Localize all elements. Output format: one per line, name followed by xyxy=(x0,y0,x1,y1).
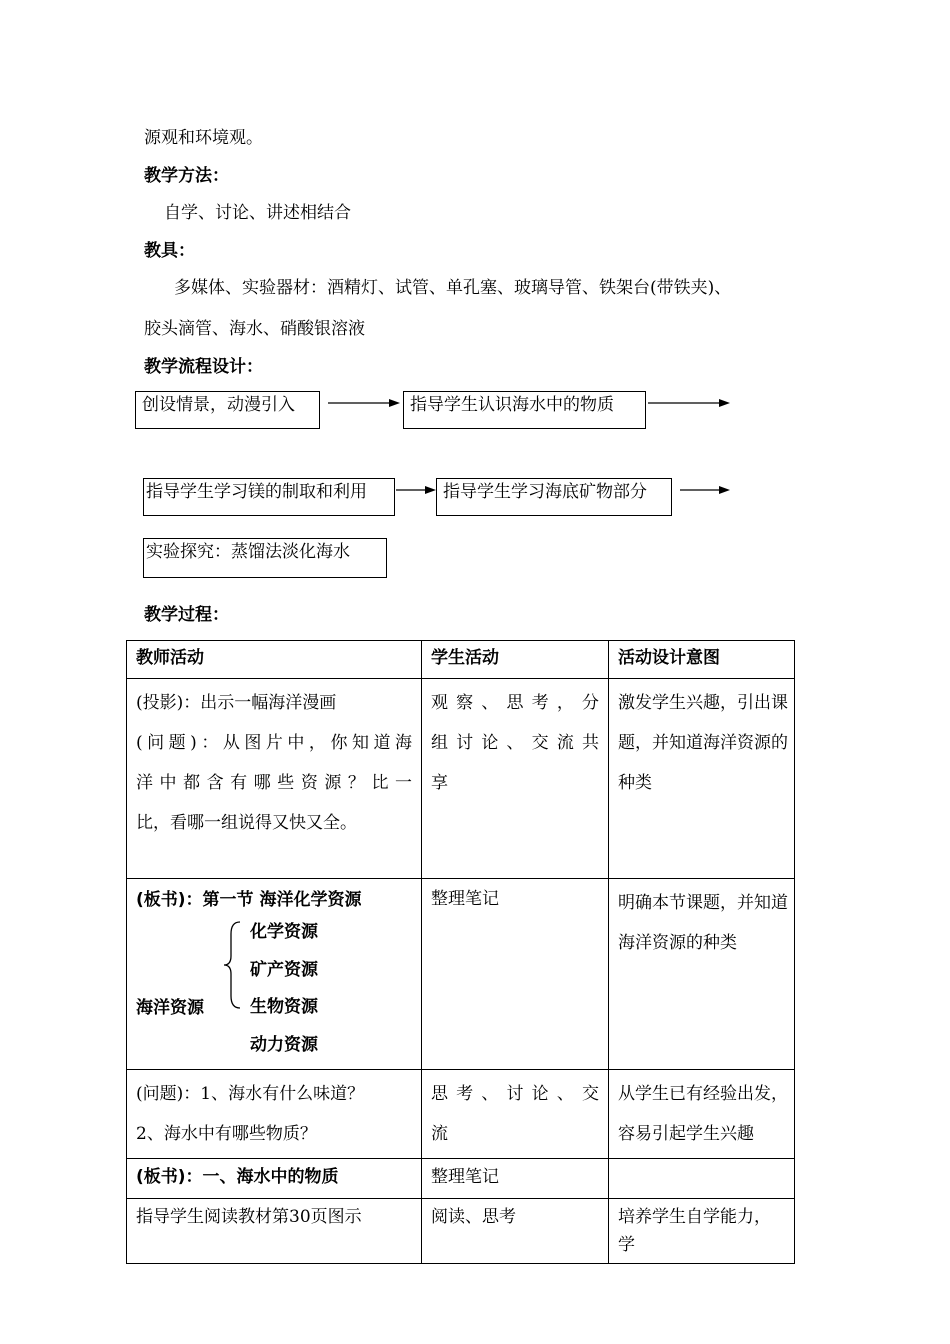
flow-step-4: 指导学生学习海底矿物部分 xyxy=(436,478,672,516)
row2-student-line: 整理笔记 xyxy=(431,889,499,909)
row3-purpose xyxy=(609,1070,795,1159)
row2-purpose-line: 明确本节课题，并知道 xyxy=(618,893,788,913)
tools-heading: 教具： xyxy=(144,241,195,261)
row3-student-line: 思考、讨论、交 xyxy=(431,1084,599,1104)
table-row xyxy=(127,1159,795,1199)
row3-purpose-line: 从学生已有经验出发， xyxy=(618,1084,788,1104)
row5-teacher: 指导学生阅读教材第30页图示 xyxy=(127,1199,422,1264)
row1-teacher-line: (投影)：出示一幅海洋漫画 xyxy=(136,693,337,713)
table-row xyxy=(127,1070,795,1159)
row3-student xyxy=(422,1070,609,1159)
header-design-purpose: 活动设计意图 xyxy=(609,641,795,679)
tools-line-1: 多媒体、实验器材：酒精灯、试管、单孔塞、玻璃导管、铁架台(带铁夹)、 xyxy=(174,278,732,298)
resource-power: 动力资源 xyxy=(250,1035,318,1055)
row2-board-title: (板书)：第一节 海洋化学资源 xyxy=(136,890,362,910)
flow-step-1: 创设情景，动漫引入 xyxy=(135,391,320,429)
process-heading: 教学过程： xyxy=(144,605,229,625)
row3-student-line: 流 xyxy=(431,1124,448,1144)
row2-purpose-line: 海洋资源的种类 xyxy=(618,933,737,953)
row2-teacher xyxy=(127,879,422,1070)
row1-purpose-line: 激发学生兴趣，引出课 xyxy=(618,693,788,713)
row1-student-line: 观察、思考，分 xyxy=(431,693,599,713)
resource-biological: 生物资源 xyxy=(250,997,318,1017)
row1-student-line: 享 xyxy=(431,773,448,793)
row1-teacher-line: 洋中都含有哪些资源？比一 xyxy=(136,773,412,793)
brace-icon xyxy=(222,920,252,1010)
row1-student-line: 组讨论、交流共 xyxy=(431,733,599,753)
flow-step-5: 实验探究：蒸馏法淡化海水 xyxy=(143,538,387,578)
row1-purpose xyxy=(609,679,795,879)
flow-arrows xyxy=(0,0,950,600)
row4-teacher: (板书)：一、海水中的物质 xyxy=(127,1159,422,1199)
row2-student xyxy=(422,879,609,1070)
resource-mineral: 矿产资源 xyxy=(250,960,318,980)
intro-continuation: 源观和环境观。 xyxy=(144,128,263,148)
row1-purpose-line: 种类 xyxy=(618,773,652,793)
row5-purpose: 培养学生自学能力，学 xyxy=(609,1199,795,1264)
row3-teacher-line: 2、海水中有哪些物质？ xyxy=(136,1124,317,1144)
row3-teacher-line: (问题)：1、海水有什么味道？ xyxy=(136,1084,365,1104)
method-text: 自学、讨论、讲述相结合 xyxy=(164,203,351,223)
row3-teacher xyxy=(127,1070,422,1159)
row5-student: 阅读、思考 xyxy=(422,1199,609,1264)
table-row xyxy=(127,679,795,879)
table-row xyxy=(127,1199,795,1264)
resource-main-label: 海洋资源 xyxy=(136,998,204,1018)
resource-chemical: 化学资源 xyxy=(250,922,318,942)
row3-purpose-line: 容易引起学生兴趣 xyxy=(618,1124,754,1144)
row1-purpose-line: 题，并知道海洋资源的 xyxy=(618,733,788,753)
row1-teacher-line: 比，看哪一组说得又快又全。 xyxy=(136,813,357,833)
resource-brace-group xyxy=(136,914,412,1064)
row4-purpose xyxy=(609,1159,795,1199)
teaching-process-table xyxy=(126,640,795,1264)
tools-line-2: 胶头滴管、海水、硝酸银溶液 xyxy=(144,319,365,339)
row1-teacher-line: (问题)：从图片中，你知道海 xyxy=(136,733,412,753)
method-heading: 教学方法： xyxy=(144,166,229,186)
header-teacher-activity: 教师活动 xyxy=(127,641,422,679)
table-header-row xyxy=(127,641,795,679)
header-student-activity: 学生活动 xyxy=(422,641,609,679)
row2-purpose xyxy=(609,879,795,1070)
flow-step-2: 指导学生认识海水中的物质 xyxy=(403,391,646,429)
row1-teacher xyxy=(127,679,422,879)
row4-student: 整理笔记 xyxy=(422,1159,609,1199)
flow-heading: 教学流程设计： xyxy=(144,357,263,377)
table-row xyxy=(127,879,795,1070)
flow-step-3: 指导学生学习镁的制取和利用 xyxy=(143,478,395,516)
row1-student xyxy=(422,679,609,879)
